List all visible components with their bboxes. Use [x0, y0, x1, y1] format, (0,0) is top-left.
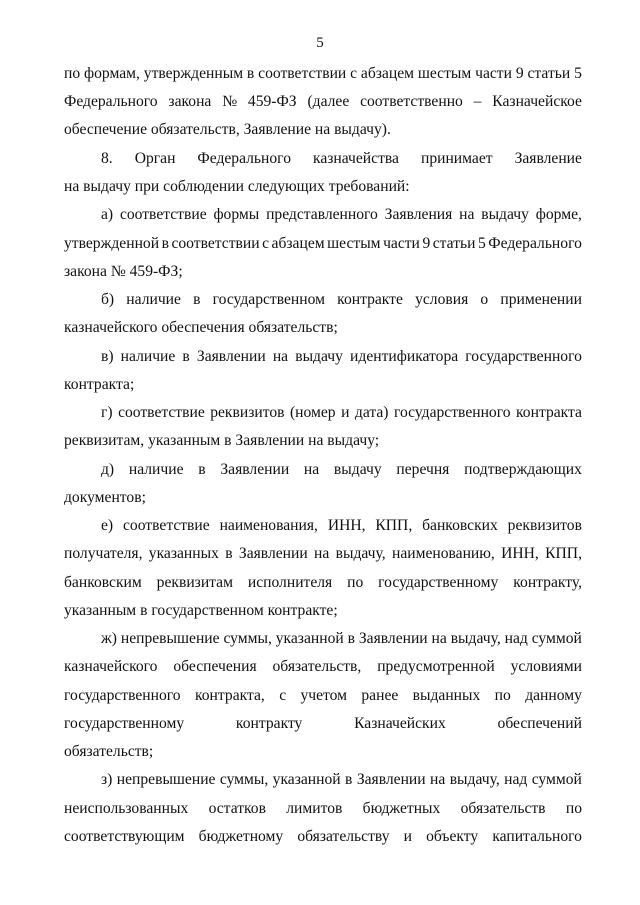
text-line: закона № 459-ФЗ; [64, 263, 183, 280]
text-line: указанным в государственном контракте; [64, 602, 338, 619]
text-line: государственного контракта, с учетом ранее выданных по данному [64, 687, 582, 704]
text-line: Федерального закона № 459-ФЗ (далее соответственно – Казначейское [64, 93, 582, 110]
text-line: в) наличие в Заявлении на выдачу идентификатора государственного [101, 348, 582, 365]
text-line: а) соответствие формы представленного Заявления на выдачу форме, [101, 206, 582, 223]
text-line: обязательств; [64, 743, 154, 760]
text-line: казначейского обеспечения обязательств; [64, 319, 338, 336]
text-line: обеспечение обязательств, Заявление на выдачу). [64, 121, 391, 138]
text-line: утвержденной в соответствии с абзацем шестым части 9 статьи 5 Федерального [64, 235, 582, 252]
text-line: неиспользованных остатков лимитов бюджетных обязательств по [64, 800, 582, 817]
text-line: на выдачу при соблюдении следующих требований: [64, 178, 410, 195]
text-line: соответствующим бюджетному обязательству и объекту капитального [64, 828, 582, 845]
text-line: е) соответствие наименования, ИНН, КПП, банковских реквизитов [101, 517, 582, 534]
text-line: г) соответствие реквизитов (номер и дата) государственного контракта [101, 404, 582, 421]
text-line: з) непревышение суммы, указанной в Заявлении на выдачу, над суммой [101, 771, 582, 788]
text-line: банковским реквизитам исполнителя по государственному контракту, [64, 574, 582, 591]
text-line: получателя, указанных в Заявлении на выдачу, наименованию, ИНН, КПП, [64, 545, 582, 562]
page-number: 5 [316, 35, 324, 51]
text-line: казначейского обеспечения обязательств, предусмотренной условиями [64, 658, 582, 675]
text-line: государственному контракту Казначейских обеспечений [64, 715, 582, 732]
text-line: контракта; [64, 376, 135, 393]
text-line: реквизитам, указанным в Заявлении на выдачу; [64, 432, 380, 449]
text-line: ж) непревышение суммы, указанной в Заявлении на выдачу, над суммой [101, 630, 582, 647]
text-line: б) наличие в государственном контракте условия о применении [101, 291, 582, 308]
text-line: 8. Орган Федерального казначейства принимает Заявление [101, 150, 582, 167]
text-line: д) наличие в Заявлении на выдачу перечня подтверждающих [101, 461, 582, 478]
text-line: по формам, утвержденным в соответствии с абзацем шестым части 9 статьи 5 [64, 65, 582, 82]
text-line: документов; [64, 489, 146, 506]
